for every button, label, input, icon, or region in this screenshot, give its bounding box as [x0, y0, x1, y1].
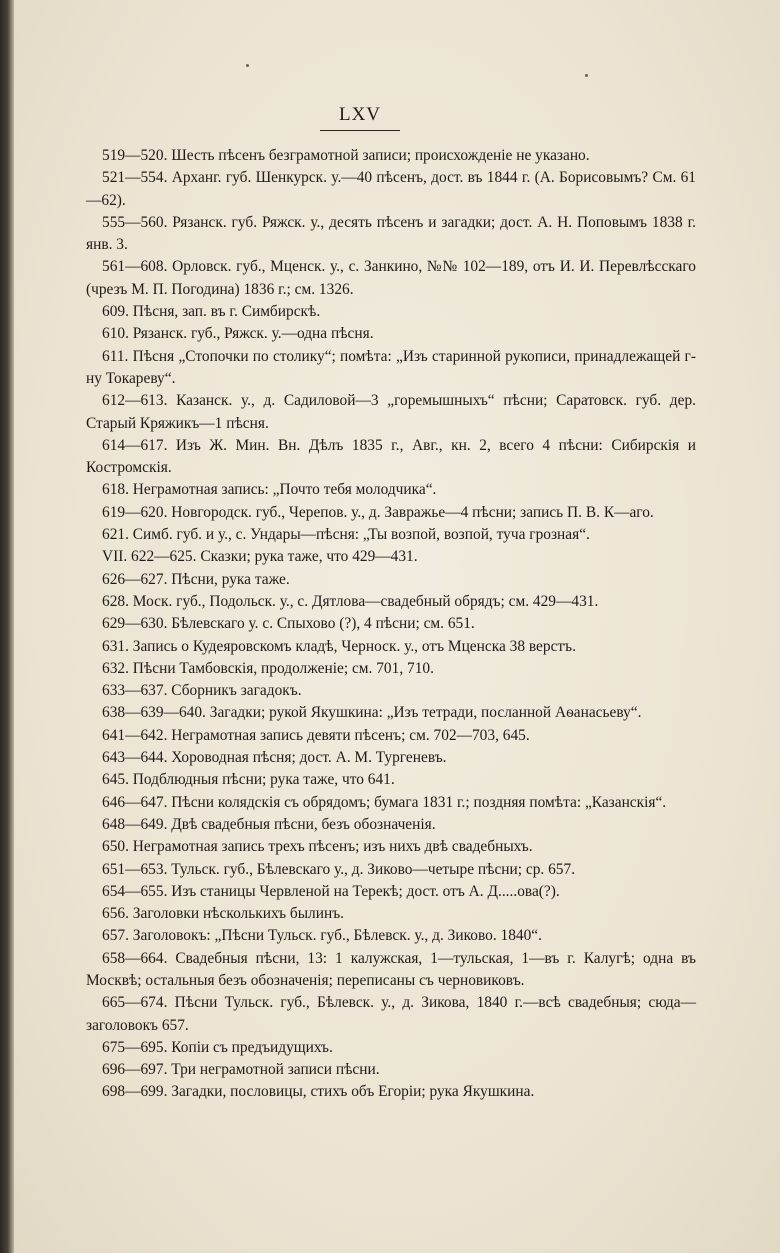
entry-658-664: 658—664. Свадебныя пѣсни, 13: 1 калужская, 1—тульская, 1—въ г. Калугѣ; одна въ Москвѣ; остальныя безъ обозначенія; переписаны съ черновиковъ.	[86, 949, 696, 989]
book-binding-shadow	[0, 0, 14, 1253]
entry-638-640: 638—639—640. Загадки; рукой Якушкина: „Изъ тетради, посланной Аѳанасьеву“.	[102, 704, 642, 722]
entry-633-637: 633—637. Сборникъ загадокъ.	[102, 682, 302, 700]
entry-643-644: 643—644. Хороводная пѣсня; дост. А. М. Тургеневъ.	[102, 749, 447, 767]
entry-645: 645. Подблюдныя пѣсни; рука таже, что 641.	[102, 771, 395, 789]
entry-665-674: 665—674. Пѣсни Тульск. губ., Бѣлевск. у., д. Зикова, 1840 г.—всѣ свадебныя; сюда—заголовокъ 657.	[86, 994, 696, 1034]
entry-648-649: 648—649. Двѣ свадебныя пѣсни, безъ обозначенія.	[102, 815, 436, 833]
entry-619-620: 619—620. Новгородск. губ., Черепов. у., д. Завражье—4 пѣсни; запись П. В. К—аго.	[102, 503, 654, 521]
entry-611: 611. Пѣсня „Стопочки по столику“; помѣта: „Изъ старинной рукописи, принадлежащей г-ну Токареву“.	[86, 347, 696, 387]
entry-628: 628. Моск. губ., Подольск. у., с. Дятлова—свадебный обрядъ; см. 429—431.	[102, 592, 599, 610]
entry-609: 609. Пѣсня, зап. въ г. Симбирскѣ.	[102, 303, 321, 321]
book-page	[14, 0, 780, 1253]
entry-561-608: 561—608. Орловск. губ., Мценск. у., с. Занкино, №№ 102—189, отъ И. И. Перевлѣсскаго (чрезъ М. П. Погодина) 1836 г.; см. 1326.	[86, 258, 696, 298]
entry-641-642: 641—642. Неграмотная запись девяти пѣсенъ; см. 702—703, 645.	[102, 726, 530, 744]
entry-675-695: 675—695. Копіи съ предъидущихъ.	[102, 1038, 333, 1056]
entry-626-627: 626—627. Пѣсни, рука таже.	[102, 570, 290, 588]
entry-646-647: 646—647. Пѣсни колядскія съ обрядомъ; бумага 1831 г.; поздняя помѣта: „Казанскія“.	[102, 793, 667, 811]
entry-651-653: 651—653. Тульск. губ., Бѣлевскаго у., д. Зиково—четыре пѣсни; ср. 657.	[102, 860, 576, 878]
entry-519-520: 519—520. Шесть пѣсенъ безграмотной записи; происхожденіе не указано.	[102, 147, 590, 164]
entry-614-617: 614—617. Изъ Ж. Мин. Вн. Дѣлъ 1835 г., Авг., кн. 2, всего 4 пѣсни: Сибирскія и Костромскія.	[86, 436, 696, 477]
entry-622-625: VII. 622—625. Сказки; рука таже, что 429—431.	[102, 548, 418, 566]
entry-654-655: 654—655. Изъ станицы Червленой на Терекѣ; дост. отъ А. Д.....ова(?).	[102, 882, 560, 900]
page-number: LXV	[320, 104, 400, 131]
paper-speck	[246, 64, 249, 67]
entry-555-560: 555—560. Рязанск. губ. Ряжск. у., десять пѣсенъ и загадки; дост. А. Н. Поповымъ 1838 г. янв. 3.	[86, 213, 696, 254]
entry-657: 657. Заголовокъ: „Пѣсни Тульск. губ., Бѣлевск. у., д. Зиково. 1840“.	[102, 927, 542, 945]
paper-speck	[585, 74, 588, 77]
entry-632: 632. Пѣсни Тамбовскія, продолженіе; см. 701, 710.	[102, 659, 434, 677]
entry-610: 610. Рязанск. губ., Ряжск. у.—одна пѣсня.	[102, 325, 374, 343]
entry-521-554: 521—554. Арханг. губ. Шенкурск. у.—40 пѣсенъ, дост. въ 1844 г. (А. Борисовымъ? См. 61—62).	[86, 169, 696, 209]
entry-698-699: 698—699. Загадки, пословицы, стихъ объ Егоріи; рука Якушкина.	[102, 1083, 535, 1101]
entry-618: 618. Неграмотная запись: „Почто тебя молодчика“.	[102, 481, 437, 499]
entry-650: 650. Неграмотная запись трехъ пѣсенъ; изъ нихъ двѣ свадебныхъ.	[102, 838, 533, 856]
entry-696-697: 696—697. Три неграмотной записи пѣсни.	[102, 1061, 380, 1079]
entry-656: 656. Заголовки нѣсколькихъ былинъ.	[102, 905, 345, 923]
entry-list	[86, 145, 696, 1104]
entry-629-630: 629—630. Бѣлевскаго у. с. Спыхово (?), 4 пѣсни; см. 651.	[102, 615, 475, 633]
entry-631: 631. Запись о Кудеяровскомъ кладѣ, Черноск. у., отъ Мценска 38 верстъ.	[102, 637, 576, 655]
entry-621: 621. Симб. губ. и у., с. Ундары—пѣсня: „Ты возпой, возпой, туча грозная“.	[102, 526, 590, 544]
entry-612-613: 612—613. Казанск. у., д. Садиловой—3 „горемышныхъ“ пѣсни; Саратовск. губ. дер. Старый Кряжикъ—1 пѣсня.	[86, 392, 696, 432]
